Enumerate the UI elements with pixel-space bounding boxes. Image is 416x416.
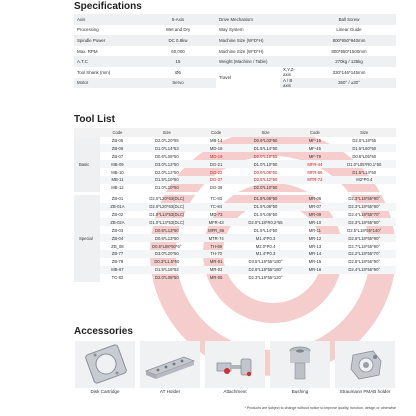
spec-row xyxy=(74,56,396,67)
spec-value: 360° / ±30° xyxy=(302,78,396,89)
tool-code-cell: MR-11 xyxy=(308,227,321,233)
spec-label: Axis xyxy=(74,14,140,25)
spec-label: Machine Size (W*D*H) xyxy=(216,35,302,46)
spec-label: Travel xyxy=(216,67,280,88)
tool-code-cell: MB-67 xyxy=(100,266,135,274)
spec-sublabel: X,Y,Z-axis xyxy=(280,67,302,78)
accessory-attachment xyxy=(204,341,266,401)
tool-size-cell: D1.8*L08*50 xyxy=(253,196,278,202)
table-row xyxy=(74,176,396,184)
accessory-disk-cartridge xyxy=(74,341,136,401)
tool-size-cell: D2.5*L12*50 xyxy=(234,176,297,184)
tool-size-cell: M2.0*P0.4 xyxy=(255,243,276,249)
spec-label: Max. RPM xyxy=(74,46,140,57)
pmab-holder-image xyxy=(335,341,395,388)
tool-size-cell: D1.0*L14*53(DLC) xyxy=(149,211,185,217)
tool-code-cell: MB-09 xyxy=(100,160,135,168)
column-header: Code xyxy=(199,128,234,137)
tool-size-cell: D3.0*L20*50 xyxy=(135,250,198,258)
accessory-label: Attachment xyxy=(223,389,247,394)
at-holder-icon xyxy=(140,341,200,388)
tool-code-cell: MB-14 xyxy=(210,137,223,143)
accessory-label: Disk Cartridge xyxy=(90,389,120,394)
tool-code-cell: MR-05 xyxy=(209,275,223,281)
table-row xyxy=(74,266,396,274)
tool-size-cell: D2.0*L08*50 xyxy=(154,275,179,281)
tool-code-cell: ZB-02 xyxy=(111,211,124,217)
tool-size-cell: D1.0*L10*50 xyxy=(234,160,297,168)
tool-size-cell: D0.3*L1.5*50 xyxy=(154,259,180,265)
tool-code-cell: MR-02 xyxy=(199,266,234,274)
spec-value: Servo xyxy=(140,78,216,89)
basic-group-label: Basic xyxy=(74,137,100,192)
specifications-table xyxy=(74,14,396,88)
table-row xyxy=(74,211,396,219)
tool-size-cell: D2.4*L18*55*90° xyxy=(333,266,397,274)
table-row xyxy=(74,203,396,211)
table-row xyxy=(74,137,396,145)
tool-size-cell: D2.0*L20*55 xyxy=(154,137,179,143)
table-row xyxy=(74,144,396,152)
disk-cartridge-icon xyxy=(75,341,135,388)
tool-size-cell: D1.0*L14*53 xyxy=(135,144,198,152)
tool-code-cell: ZB-04 xyxy=(100,234,135,242)
spec-label: Drive Mechanism xyxy=(216,14,302,25)
tool-size-cell: D2.6*L18*55*90° xyxy=(348,259,381,265)
tool-code-cell: DG-21 xyxy=(199,160,234,168)
accessories-title: Accessories xyxy=(74,326,133,337)
special-group-label: Special xyxy=(74,195,100,282)
table-row xyxy=(74,250,396,258)
tool-code-cell: MR-10 xyxy=(297,218,332,226)
tool-code-cell: MR-13 xyxy=(308,243,322,249)
tool-size-cell: D2.2*L18*55*70° xyxy=(333,250,397,258)
tool-size-cell: D1.0*L05*R0.1*50 xyxy=(333,160,397,168)
tool-size-cell: D0.6*L03*50 xyxy=(253,137,278,143)
attachment-icon xyxy=(205,341,265,388)
spec-label: Way System xyxy=(216,25,302,36)
tool-size-cell: D2.0*L12*50 xyxy=(154,169,179,175)
tool-code-cell xyxy=(297,274,332,282)
tool-size-cell: D0.6*L05*50 xyxy=(352,153,377,159)
tool-code-cell: MFR-66 xyxy=(307,169,323,175)
tool-size-cell: D2.4*L18*55*70° xyxy=(348,211,381,217)
tool-code-cell: ZB_08 xyxy=(111,243,124,249)
accessory-label: AT Holder xyxy=(159,389,181,394)
accessory-pmab-holder xyxy=(334,341,396,401)
spec-value: 330*146*145mm xyxy=(302,67,396,78)
tool-size-cell: D2.3*L18*55*90° xyxy=(348,196,381,202)
tool-list-table xyxy=(74,128,396,282)
spec-label: Machine Size (W*D*H) xyxy=(216,46,302,57)
spec-value: 800*950*1500mm xyxy=(302,46,396,57)
tool-code-cell: MFR-44 xyxy=(297,160,332,168)
tool-code-cell: MD-73 xyxy=(209,211,223,217)
tool-size-cell: D2.3*L18*55*80° xyxy=(333,203,397,211)
accessory-at-holder xyxy=(139,341,201,401)
tool-code-cell: DG-37 xyxy=(199,176,234,184)
column-header: Size xyxy=(234,128,297,137)
tool-code-cell: ZB-06 xyxy=(100,144,135,152)
tool-code-cell: MFR_66 xyxy=(208,227,225,233)
tool-size-cell: D2.0*L18*55 xyxy=(253,153,278,159)
tool-size-cell: D2.3*L18*55*120° xyxy=(248,275,283,281)
tool-size-cell: D2.0*L18*R0.2*55 xyxy=(234,218,297,226)
spec-row xyxy=(74,35,396,46)
spec-label: Processing xyxy=(74,25,140,36)
tool-code-cell: ZB-07 xyxy=(111,153,124,159)
tool-size-cell: D1.5*L05*50 xyxy=(253,211,278,217)
spec-row xyxy=(74,67,396,78)
tool-code-cell xyxy=(297,184,332,192)
tool-code-cell: MF-15 xyxy=(308,137,321,143)
tool-size-cell: D2.0*L20*63(DLC) xyxy=(135,203,198,211)
tool-code-cell: ZB-02A xyxy=(100,218,135,226)
tool-size-cell: D2.0*L18*55 xyxy=(352,137,377,143)
table-row xyxy=(74,258,396,266)
spec-value: Linear Guide xyxy=(302,25,396,36)
at-holder-image xyxy=(140,341,200,388)
tool-code-cell: ZB-01A xyxy=(100,203,135,211)
tool-size-cell: D1.5*L14*50 xyxy=(352,169,377,175)
tool-size-cell: D0.6*L08*50 xyxy=(253,169,278,175)
tool-code-cell: ZB-05 xyxy=(111,137,124,143)
tool-size-cell: D0.6*L08*50 xyxy=(154,153,179,159)
tool-code-cell: MR-14 xyxy=(297,250,332,258)
tool-code-cell: TH-69 xyxy=(210,243,222,249)
table-row xyxy=(74,234,396,242)
accessories-row xyxy=(74,341,396,401)
tool-size-cell: M2*P0.4 xyxy=(333,176,397,184)
tool-code-cell: MR-06 xyxy=(308,196,322,202)
group-header xyxy=(74,128,100,137)
spec-label: Weight (Machine / Table) xyxy=(216,56,302,67)
tool-size-cell xyxy=(333,184,397,192)
spec-value: Ø6 xyxy=(140,67,216,78)
accessory-bushing xyxy=(269,341,331,401)
table-row xyxy=(74,160,396,168)
tool-size-cell: D3.5*L18*55*180° xyxy=(248,259,283,265)
tool-size-cell: D3.0*L12*50 xyxy=(135,160,198,168)
tool-code-cell: ZB-01 xyxy=(111,196,124,202)
tool-code-cell: DG-38 xyxy=(210,185,223,191)
tool-size-cell: D0.6*L13*50 xyxy=(154,227,179,233)
tool-code-cell: TC-83 xyxy=(210,196,222,202)
tool-size-cell: D1.5*L60*50 xyxy=(333,144,397,152)
tool-size-cell xyxy=(333,274,397,282)
spec-value: Ball Screw xyxy=(302,14,396,25)
tool-code-cell: TC-84 xyxy=(199,203,234,211)
table-row xyxy=(74,242,396,250)
table-row xyxy=(74,218,396,226)
accessory-label: Straumann PMAB holder xyxy=(339,389,391,394)
tool-size-cell: D0.6*L13*50 xyxy=(135,234,198,242)
accessory-label: Bushing xyxy=(291,389,309,394)
pmab-holder-icon xyxy=(335,341,395,388)
tool-code-cell: TC-82 xyxy=(111,275,124,281)
tool-code-cell: MB-10 xyxy=(111,169,124,175)
spec-label: Spindle Power xyxy=(74,35,140,46)
tool-code-cell: MTR-74 xyxy=(199,234,234,242)
spec-value: 15 xyxy=(140,56,216,67)
tool-code-cell: TH-70 xyxy=(199,250,234,258)
spec-label: Motor xyxy=(74,78,140,89)
tool-code-cell: MR-15 xyxy=(308,259,322,265)
tool-code-cell: MF-79 xyxy=(308,153,321,159)
tool-code-cell: ZB-03 xyxy=(111,227,124,233)
tool-code-cell: MB-12 xyxy=(111,185,124,191)
table-row xyxy=(74,274,396,282)
spec-label: Tool Shank (mm) xyxy=(74,67,140,78)
column-header: Code xyxy=(100,128,135,137)
tool-list-header-row xyxy=(74,128,396,137)
tool-size-cell: D1.5*L14*50 xyxy=(234,144,297,152)
table-row xyxy=(74,168,396,176)
table-row xyxy=(74,152,396,160)
table-row xyxy=(74,226,396,234)
tool-code-cell: MR-12 xyxy=(297,234,332,242)
spec-label: A.T.C xyxy=(74,56,140,67)
tool-size-cell: D1.5*L10*50 xyxy=(135,176,198,184)
spec-value: 270kg / 135kg xyxy=(302,56,396,67)
tool-code-cell: MB-11 xyxy=(100,176,135,184)
tool-size-cell: D1.0*L14*53(DLC) xyxy=(135,218,198,226)
tool-size-cell: D2.7*L18*55*90° xyxy=(348,243,381,249)
tool-size-cell: M1.4*P0.3 xyxy=(234,234,297,242)
tool-code-cell: MR-09 xyxy=(308,211,322,217)
tool-code-cell: MTR-72 xyxy=(297,176,332,184)
column-header: Size xyxy=(135,128,198,137)
footnote: * Products are subject to change without notice to improve quality, function, design or otherwise xyxy=(244,406,396,410)
tool-size-cell: D1.5*L14*50 xyxy=(253,227,278,233)
spec-row xyxy=(74,14,396,25)
tool-code-cell: MD-19 xyxy=(209,153,223,159)
tool-size-cell: D2.0*L10*50 xyxy=(253,185,278,191)
spec-value: 5-Axis xyxy=(140,14,216,25)
tool-size-cell: D1.0*L10*50 xyxy=(154,185,179,191)
tool-code-cell: ZB-78 xyxy=(111,259,124,265)
tool-code-cell: MD-18 xyxy=(199,144,234,152)
tool-size-cell: D2.6*L18*55*90° xyxy=(333,234,397,242)
tool-code-cell: MR-07 xyxy=(297,203,332,211)
column-header: Size xyxy=(333,128,397,137)
table-row xyxy=(74,184,396,192)
tool-size-cell: M1.4*P0.3 xyxy=(234,250,297,258)
tool-list-title: Tool List xyxy=(74,114,115,125)
spec-value: 60,000 xyxy=(140,46,216,57)
spec-value: 800*950*940mm xyxy=(302,35,396,46)
tool-size-cell: D1.5*L08*50 xyxy=(234,203,297,211)
attachment-image xyxy=(205,341,265,388)
spec-row xyxy=(74,46,396,57)
tool-size-cell: D2.3*L18*55*60° xyxy=(333,218,397,226)
disk-cartridge-image xyxy=(75,341,135,388)
bushing-icon xyxy=(270,341,330,388)
column-header: Code xyxy=(297,128,332,137)
tool-size-cell: D1.5*L16*52 xyxy=(135,266,198,274)
spec-row xyxy=(74,25,396,36)
tool-size-cell: D2.5*L18*55*140° xyxy=(347,227,382,233)
tool-code-cell: ZB-77 xyxy=(100,250,135,258)
spec-sublabel: A / B axis xyxy=(280,78,302,89)
table-row xyxy=(74,195,396,203)
specifications-title: Specifications xyxy=(74,1,142,12)
spec-value: DC 0.8kw xyxy=(140,35,216,46)
tool-code-cell: MFR-43 xyxy=(199,218,234,226)
tool-size-cell: D0.5*L08*50*6° xyxy=(152,243,182,249)
tool-code-cell: MF-45 xyxy=(297,144,332,152)
tool-code-cell: MR-01 xyxy=(209,259,223,265)
spec-value: Wet and Dry xyxy=(140,25,216,36)
tool-size-cell: D2.6*L18*55*180° xyxy=(234,266,297,274)
tool-code-cell: MR-16 xyxy=(297,266,332,274)
tool-size-cell: D2.0*L20*63(DLC) xyxy=(149,196,185,202)
tool-code-cell: DG-22 xyxy=(210,169,223,175)
bushing-image xyxy=(270,341,330,388)
